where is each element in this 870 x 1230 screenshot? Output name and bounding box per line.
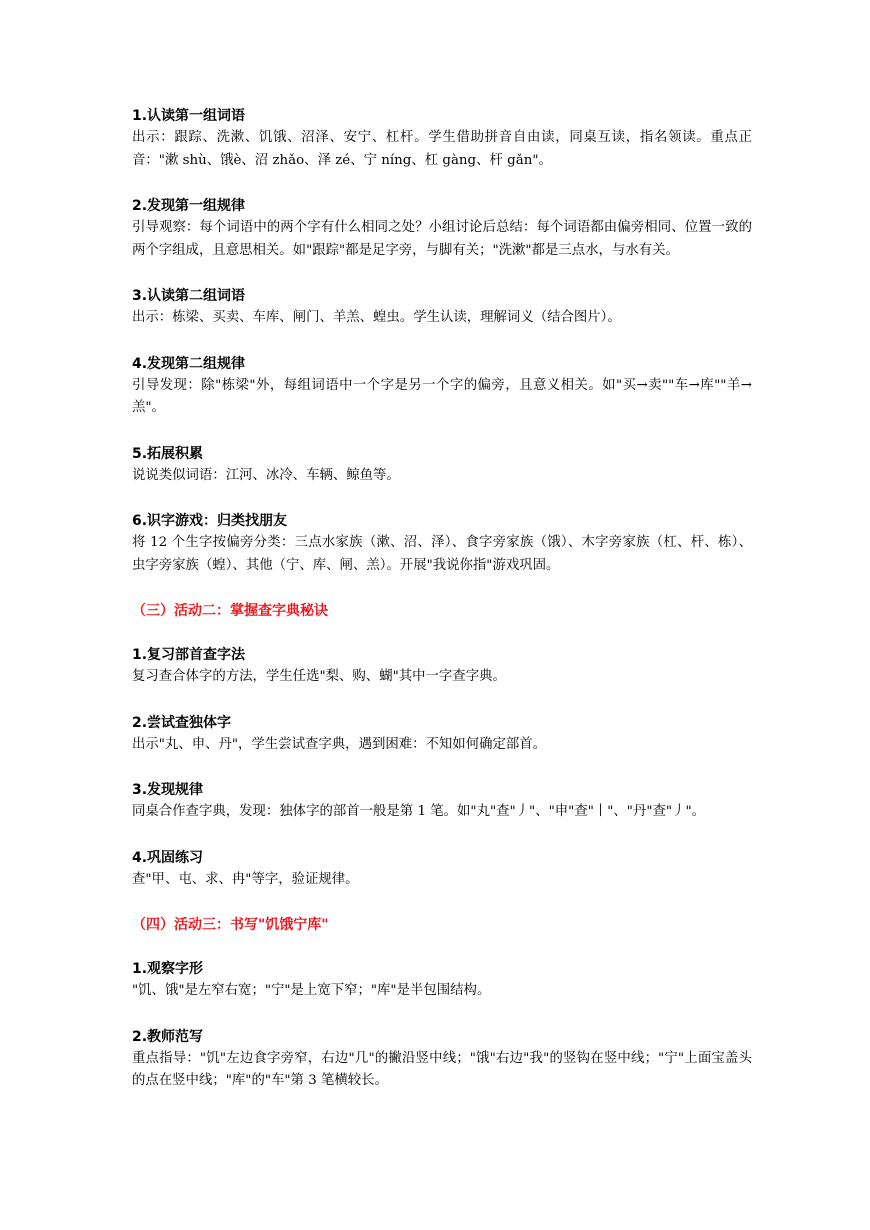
document-content [132, 105, 752, 1116]
step-heading: 5.拓展积累 [132, 445, 204, 462]
step-paragraph: 将 12 个生字按偏旁分类：三点水家族（漱、沼、泽）、食字旁家族（饿）、木字旁家族（杠、杆、栋）、虫字旁家族（蝗）、其他（宁、库、闸、羔）。开展"我说你指"游戏巩固。 [132, 535, 752, 573]
step-block-1 [132, 105, 752, 172]
step-heading: 3.发现规律 [132, 782, 204, 798]
step-block-b3 [132, 779, 752, 824]
step-paragraph: 说说类似词语：江河、冰冷、车辆、鲸鱼等。 [132, 467, 400, 483]
step-block-4 [132, 353, 752, 420]
step-paragraph: 引导观察：每个词语中的两个字有什么相同之处？小组讨论后总结：每个词语都由偏旁相同、位置一致的两个字组成，且意思相关。如"跟踪"都是足字旁，与脚有关；"洗漱"都是三点水，与水有关。 [132, 220, 752, 258]
step-heading: 2.发现第一组规律 [132, 198, 246, 214]
step-paragraph: 重点指导："饥"左边食字旁窄，右边"几"的撇沿竖中线；"饿"右边"我"的竖钩在竖中线；"宁"上面宝盖头的点在竖中线；"库"的"车"第 3 笔横较长。 [132, 1050, 752, 1088]
step-paragraph: 出示：跟踪、洗漱、饥饿、沼泽、安宁、杠杆。学生借助拼音自由读，同桌互读，指名领读。重点正音："漱 shù、饿è、沼 zhǎo、泽 zé、宁 níng、杠 gàng、杆 gǎn"。 [132, 130, 752, 168]
step-block-5 [132, 443, 752, 488]
step-heading: 4.发现第二组规律 [132, 355, 246, 372]
step-heading: 1.观察字形 [132, 961, 204, 977]
step-heading: 1.认读第一组词语 [132, 108, 246, 124]
step-heading: 3.认读第二组词语 [132, 288, 246, 304]
step-paragraph: 同桌合作查字典，发现：独体字的部首一般是第 1 笔。如"丸"查"丿"、"申"查"丨"、"丹"查"丿"。 [132, 804, 706, 819]
section-title-activity-2: （三）活动二：掌握查字典秘诀 [132, 603, 328, 619]
step-block-6 [132, 510, 752, 577]
section-title-activity-3: （四）活动三：书写"饥饿宁库" [132, 917, 329, 933]
step-paragraph: 出示：栋梁、买卖、车库、闸门、羊羔、蝗虫。学生认读，理解词义（结合图片）。 [132, 310, 621, 325]
step-block-3 [132, 285, 752, 330]
step-paragraph: "饥、饿"是左窄右宽；"宁"是上宽下窄；"库"是半包围结构。 [132, 983, 491, 998]
step-heading: 4.巩固练习 [132, 849, 204, 866]
step-block-b4 [132, 847, 752, 892]
step-paragraph: 复习查合体字的方法，学生任选"梨、购、蝴"其中一字查字典。 [132, 669, 506, 684]
step-paragraph: 查"甲、屯、求、冉"等字，验证规律。 [132, 871, 359, 887]
step-block-2 [132, 195, 752, 262]
step-block-b1 [132, 644, 752, 689]
step-block-c2 [132, 1026, 752, 1093]
step-paragraph: 出示"丸、申、丹"，学生尝试查字典，遇到困难：不知如何确定部首。 [132, 736, 547, 752]
step-block-c1 [132, 958, 752, 1003]
step-heading: 2.教师范写 [132, 1028, 204, 1045]
step-heading: 1.复习部首查字法 [132, 647, 246, 663]
step-block-b2 [132, 712, 752, 757]
step-heading: 6.识字游戏：归类找朋友 [132, 513, 288, 529]
step-heading: 2.尝试查独体字 [132, 714, 232, 731]
step-paragraph: 引导发现：除"栋梁"外，每组词语中一个字是另一个字的偏旁，且意义相关。如"买→卖""车→库""羊→羔"。 [132, 377, 752, 415]
